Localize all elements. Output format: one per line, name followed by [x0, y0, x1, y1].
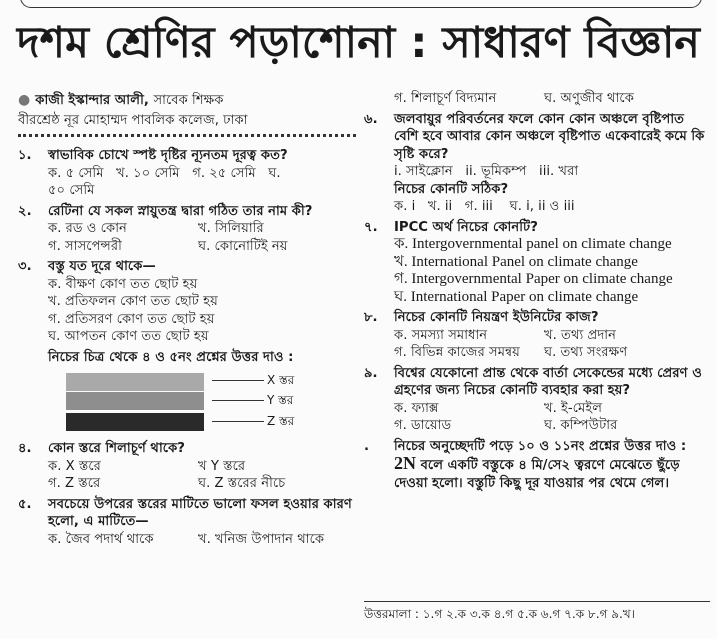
- author-role: সাবেক শিক্ষক: [153, 93, 224, 108]
- question-2: [18, 203, 356, 221]
- right-column: [364, 90, 710, 492]
- option-line: ক. i খ. ii গ. iii ঘ. i, ii ও iii: [394, 199, 575, 214]
- option-d: ঘ. International Paper on climate change: [394, 288, 639, 305]
- author-line: [18, 92, 356, 110]
- soil-layers-figure: [18, 370, 356, 436]
- question-number: .: [364, 438, 370, 454]
- question-4-options: [18, 458, 356, 493]
- question-text: নিচের কোনটি নিয়ন্ত্রণ ইউনিটের কাজ?: [394, 310, 599, 325]
- dotted-divider: [18, 132, 356, 137]
- question-number: ৭.: [364, 219, 378, 235]
- option-c: গ. Z স্তরে: [48, 476, 101, 491]
- question-8-options: [364, 327, 710, 362]
- option-line: ৫০ সেমি: [48, 183, 95, 198]
- question-3-options: [18, 276, 356, 346]
- option-b: খ. International Panel on climate change: [394, 253, 638, 270]
- option-d: ঘ. অণুজীব থাকে: [544, 91, 634, 106]
- passage-lead: 2N: [394, 453, 416, 473]
- option-a: ক. ফ্যাক্স: [394, 400, 439, 416]
- question-6-options: [364, 163, 710, 216]
- option-a: ক. Intergovernmental panel on climate change: [394, 236, 672, 252]
- author-org: বীরশ্রেষ্ঠ নূর মোহাম্মদ পাবলিক কলেজ, ঢাকা: [18, 112, 248, 128]
- passage-text: বলে একটি বস্তুকে ৪ মি/সে২ ত্বরণে মেঝেতে ছুঁড়ে দেওয়া হলো। বস্তুটি কিছু দূর যাওয়ার পর থেমে গেল।: [394, 458, 680, 491]
- question-8: [364, 309, 710, 327]
- answer-key: উত্তরমালা : ১.গ ২.ক ৩.ক ৪.গ ৫.ক ৬.গ ৭.ক ৮.গ ৯.খ।: [364, 601, 710, 626]
- question-3: [18, 258, 356, 276]
- layer-y-bar: [66, 392, 204, 410]
- question-number: ৪.: [18, 441, 32, 456]
- layer-y-label: Y স্তর: [212, 392, 293, 410]
- left-column: [18, 92, 356, 548]
- option-b: খ. প্রতিফলন কোণ তত ছোট হয়: [48, 294, 218, 309]
- question-5-options: [18, 531, 356, 549]
- question-text: স্বাভাবিক চোখে স্পষ্ট দৃষ্টির ন্যূনতম দূরত্ব কত?: [48, 148, 288, 163]
- figure-instruction: নিচের চিত্র থেকে ৪ ও ৫নং প্রশ্নের উত্তর দাও :: [48, 349, 294, 365]
- question-9: [364, 365, 710, 400]
- question-number: ৬.: [364, 111, 378, 127]
- layer-z-bar: [66, 413, 204, 431]
- question-number: ৫.: [18, 496, 32, 512]
- question-text: নিচের অনুচ্ছেদটি পড়ে ১০ ও ১১নং প্রশ্নের উত্তর দাও :: [394, 438, 687, 454]
- top-frame: [20, 0, 702, 8]
- question-6: [364, 111, 710, 164]
- option-a: ক. জৈব পদার্থ থাকে: [48, 531, 154, 547]
- question-4: [18, 440, 356, 458]
- question-text: সবচেয়ে উপরের স্তরের মাটিতে ভালো ফসল হওয়ার কারণ হলো, এ মাটিতে—: [48, 496, 352, 529]
- passage: [364, 455, 710, 492]
- question-text: IPCC অর্থ নিচের কোনটি?: [394, 219, 538, 235]
- option-c: গ. সাসপেন্সরী: [48, 238, 122, 254]
- question-5-options-cont: [364, 90, 710, 108]
- option-b: খ. সিলিয়ারি: [198, 221, 264, 236]
- option-a: ক. সমস্যা সমাধান: [394, 327, 488, 343]
- question-9-options: [364, 400, 710, 435]
- question-2-options: [18, 220, 356, 255]
- option-b: খ. খনিজ উপাদান থাকে: [198, 531, 325, 547]
- question-number: ২.: [18, 203, 32, 219]
- question-7: [364, 219, 710, 237]
- option-a: ক. X স্তরে: [48, 458, 101, 474]
- option-d: ঘ. কম্পিউটার: [544, 418, 618, 433]
- question-number: ৩.: [18, 259, 32, 274]
- which-correct: নিচের কোনটি সঠিক?: [394, 181, 509, 197]
- option-c: গ. বিভিন্ন কাজের সমন্বয়: [394, 345, 520, 360]
- option-b: খ Y স্তরে: [198, 458, 246, 474]
- question-number: ৮.: [364, 310, 378, 325]
- question-text: বিশ্বের যেকোনো প্রান্ত থেকে বার্তা সেকেন্ডের মধ্যে প্রেরণ ও গ্রহণের জন্য নিচের কোনটি ব্যবহার করা হয়?: [394, 365, 702, 398]
- question-5: [18, 496, 356, 531]
- question-text: কোন স্তরে শিলাচূর্ণ থাকে?: [48, 441, 185, 456]
- page-title: দশম শ্রেণির পড়াশোনা : সাধারণ বিজ্ঞান: [17, 18, 700, 68]
- question-number: ৯.: [364, 365, 378, 381]
- option-c: গ. Intergovernmental Paper on climate change: [394, 271, 673, 287]
- layer-z-label: Z স্তর: [212, 413, 294, 431]
- layer-x-label: X স্তর: [212, 372, 294, 390]
- statements: i. সাইক্লোন ii. ভূমিকম্প iii. খরা: [394, 164, 579, 179]
- option-b: খ. ই-মেইল: [544, 400, 603, 416]
- question-number: ১.: [18, 148, 32, 163]
- option-d: ঘ. আপতন কোণ তত ছোট হয়: [48, 329, 209, 344]
- question-text: বস্তু যত দূরে থাকে—: [48, 259, 156, 274]
- layer-x-bar: [66, 373, 204, 391]
- bullet-icon: ●: [18, 92, 31, 108]
- option-c: গ. শিলাচূর্ণ বিদ্যমান: [394, 91, 497, 106]
- option-a: ক. রড ও কোন: [48, 221, 127, 236]
- author-name: কাজী ইস্কান্দার আলী,: [35, 93, 149, 108]
- question-7-options: [364, 236, 710, 306]
- question-1: [18, 147, 356, 165]
- option-line: ক. ৫ সেমি খ. ১০ সেমি গ. ২৫ সেমি ঘ.: [48, 165, 281, 181]
- option-c: গ. ডায়োড: [394, 418, 452, 433]
- option-b: খ. তথ্য প্রদান: [544, 327, 616, 343]
- question-text: রেটিনা যে সকল স্নায়ুতন্ত্র দ্বারা গঠিত তার নাম কী?: [48, 203, 313, 219]
- option-c: গ. প্রতিসরণ কোণ তত ছোট হয়: [48, 311, 215, 327]
- option-d: ঘ. তথ্য সংরক্ষণ: [544, 345, 628, 360]
- option-d: ঘ. Z স্তরের নীচে: [198, 476, 286, 491]
- question-text: জলবায়ুর পরিবর্তনের ফলে কোন কোন অঞ্চলে বৃষ্টিপাত বেশি হবে আবার কোন অঞ্চলে বৃষ্টিপাত একেবারেই কমে কি সৃষ্টি করে?: [394, 111, 705, 162]
- option-d: ঘ. কোনোটিই নয়: [198, 238, 288, 254]
- option-a: ক. বীক্ষণ কোণ তত ছোট হয়: [48, 276, 198, 292]
- question-1-options: [18, 165, 356, 200]
